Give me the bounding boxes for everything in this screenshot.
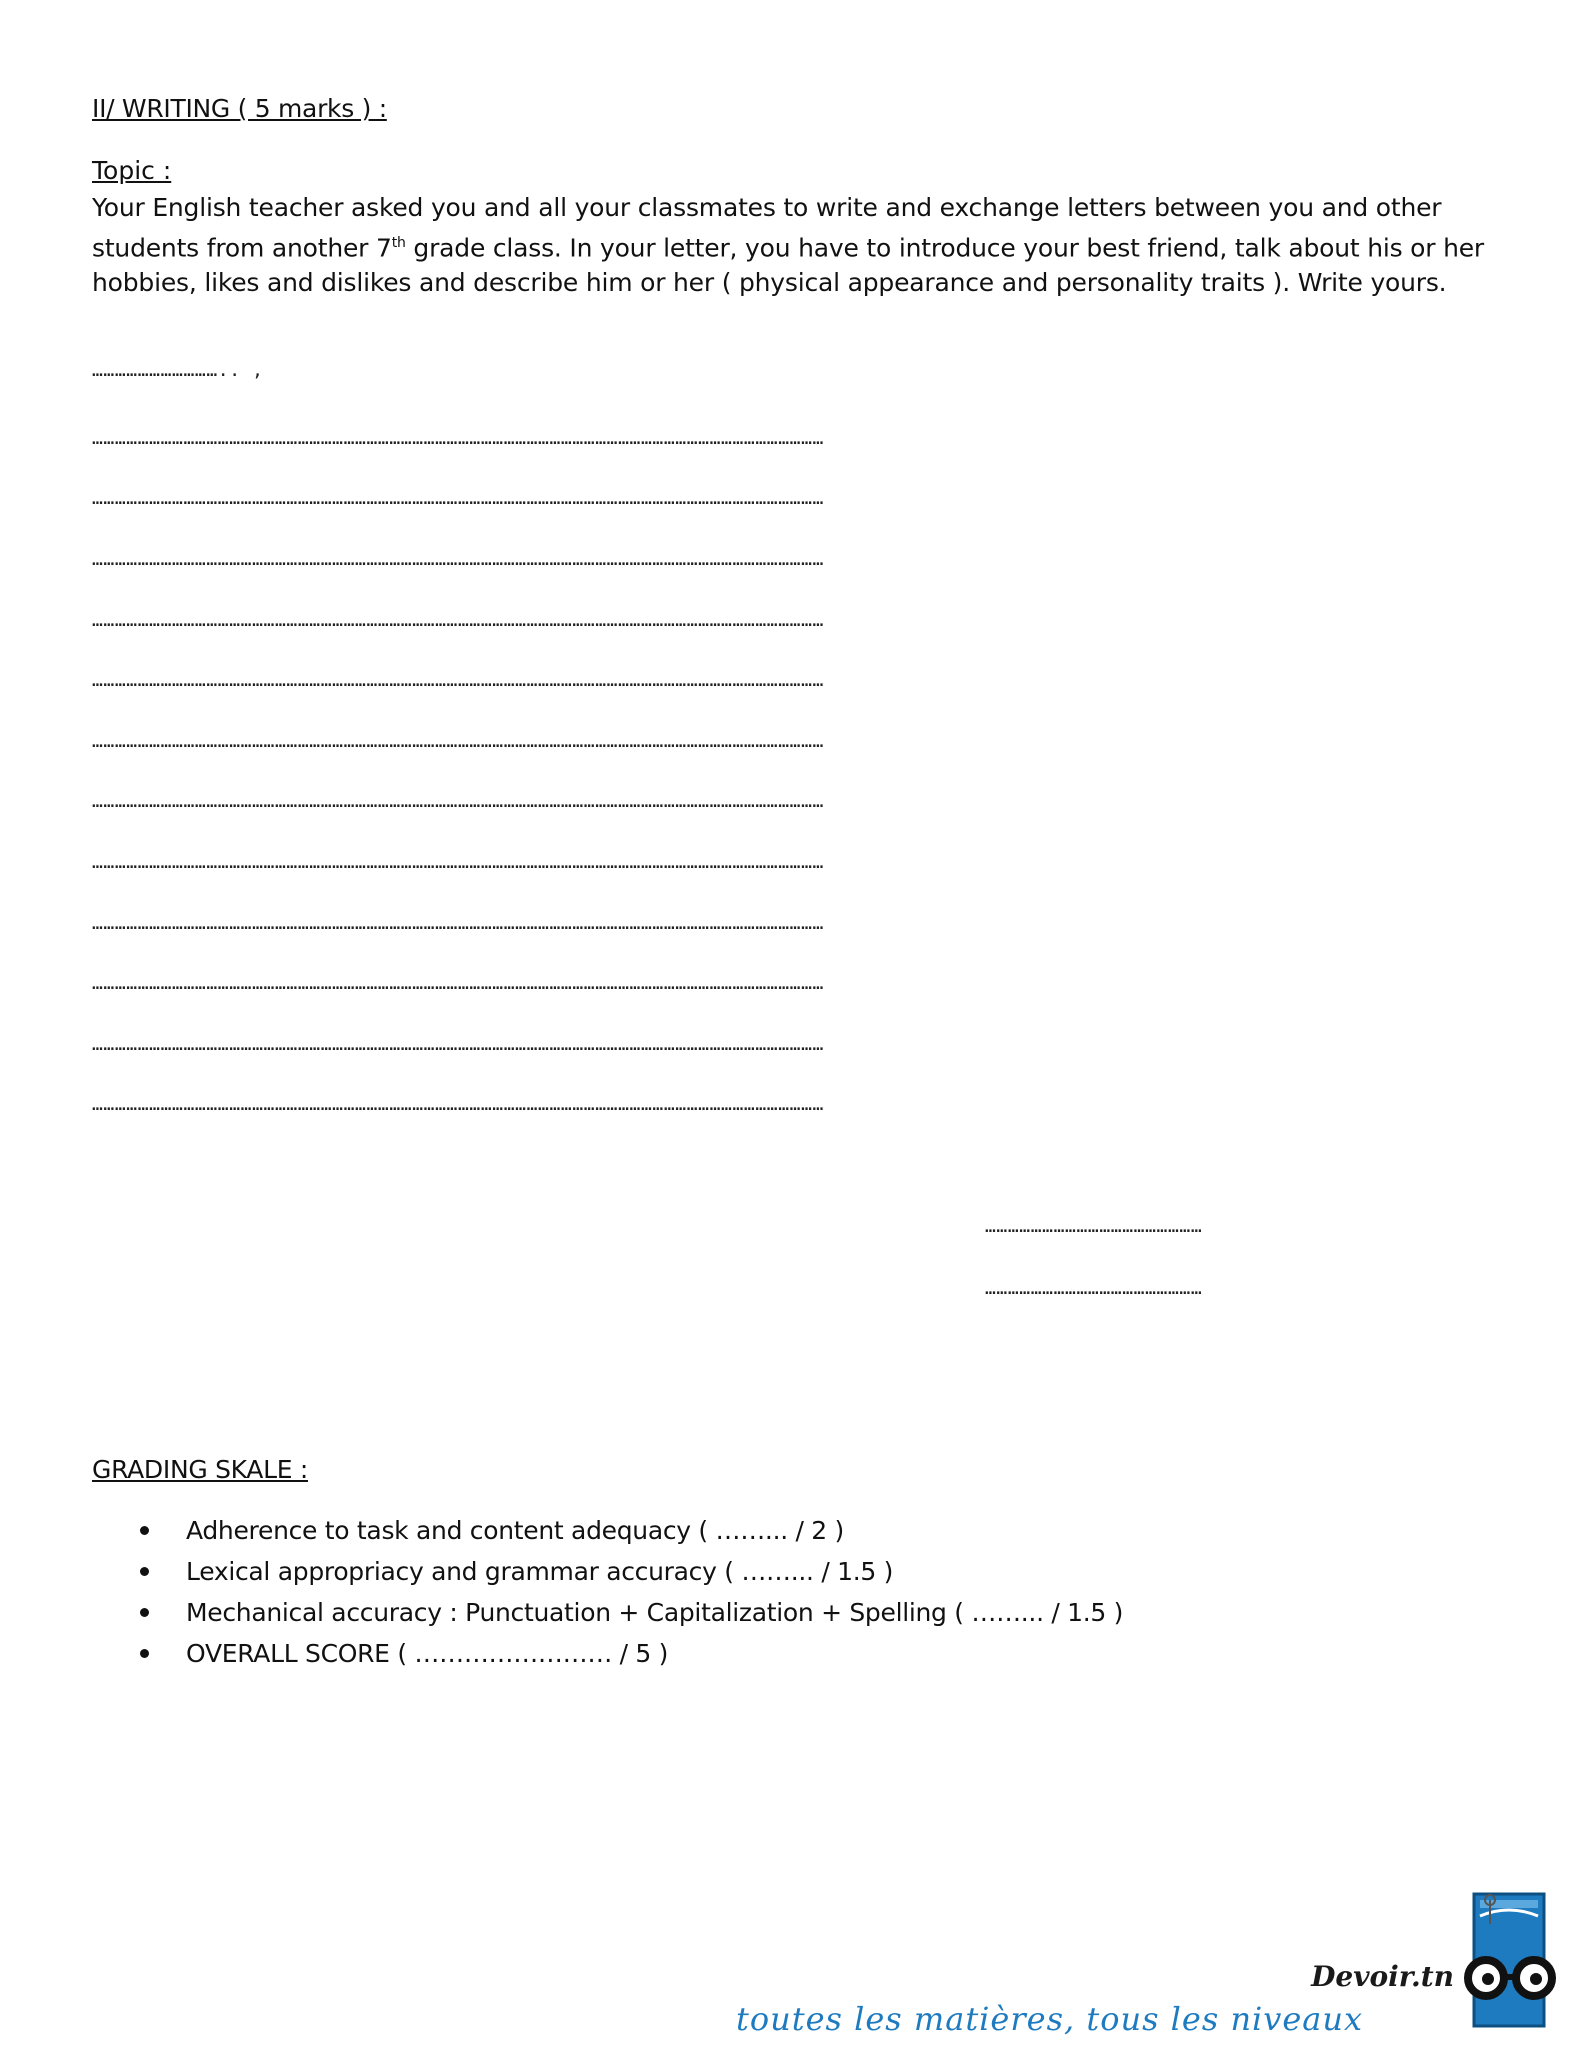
grading-criterion: Lexical appropriacy and grammar accuracy ( ……... / 1.5 ) <box>140 1551 1123 1592</box>
topic-prompt <box>92 190 1522 301</box>
topic-text-part1: Your English teacher asked you and all your classmates to write and exchange letters between you and other students from another 7 <box>92 193 1442 262</box>
letter-body-line: ………………………………………………………………………………………………………………………………………………………………………… <box>92 610 824 631</box>
letter-body-line: ………………………………………………………………………………………………………………………………………………………………………… <box>92 852 824 873</box>
topic-ordinal-suffix: th <box>391 234 406 251</box>
section-title: II/ WRITING ( 5 marks ) : <box>92 94 387 123</box>
letter-body-line: ………………………………………………………………………………………………………………………………………………………………………… <box>92 791 824 812</box>
brand-footer <box>730 1880 1570 2040</box>
topic-text-part2: grade class. In your letter, you have to introduce your best friend, talk about his or her hobbies, likes and dislikes and describe him or her ( physical appearance and personality traits ). Write yours. <box>92 232 1485 298</box>
book-with-glasses-icon <box>1450 1880 1570 2040</box>
letter-body-line: ………………………………………………………………………………………………………………………………………………………………………… <box>92 488 824 509</box>
letter-body-line: ………………………………………………………………………………………………………………………………………………………………………… <box>92 731 824 752</box>
grading-criterion: Adherence to task and content adequacy ( ……... / 2 ) <box>140 1510 1123 1551</box>
overall-score: OVERALL SCORE ( …………………… / 5 ) <box>140 1633 1123 1674</box>
grading-criterion: Mechanical accuracy : Punctuation + Capitalization + Spelling ( ……... / 1.5 ) <box>140 1592 1123 1633</box>
grading-title: GRADING SKALE : <box>92 1455 308 1484</box>
letter-body-line: ………………………………………………………………………………………………………………………………………………………………………… <box>92 1034 824 1055</box>
letter-body-line: ………………………………………………………………………………………………………………………………………………………………………… <box>92 670 824 691</box>
letter-body-line: ………………………………………………………………………………………………………………………………………………………………………… <box>92 1094 824 1115</box>
topic-label: Topic : <box>92 156 172 185</box>
letter-body-line: ………………………………………………………………………………………………………………………………………………………………………… <box>92 549 824 570</box>
letter-body-line: ………………………………………………………………………………………………………………………………………………………………………… <box>92 973 824 994</box>
closing-line-1: ………………………………………………… <box>985 1216 1203 1237</box>
closing-line-2: ………………………………………………… <box>985 1278 1203 1299</box>
letter-salutation-line: …………………………….. , <box>92 360 264 381</box>
letter-body-line: ………………………………………………………………………………………………………………………………………………………………………… <box>92 428 824 449</box>
letter-body-line: ………………………………………………………………………………………………………………………………………………………………………… <box>92 913 824 934</box>
grading-criteria-list <box>140 1510 1123 1674</box>
brand-name: Devoir.tn <box>1311 1960 1454 1993</box>
brand-tagline: toutes les matières, tous les niveaux <box>736 2000 1364 2038</box>
